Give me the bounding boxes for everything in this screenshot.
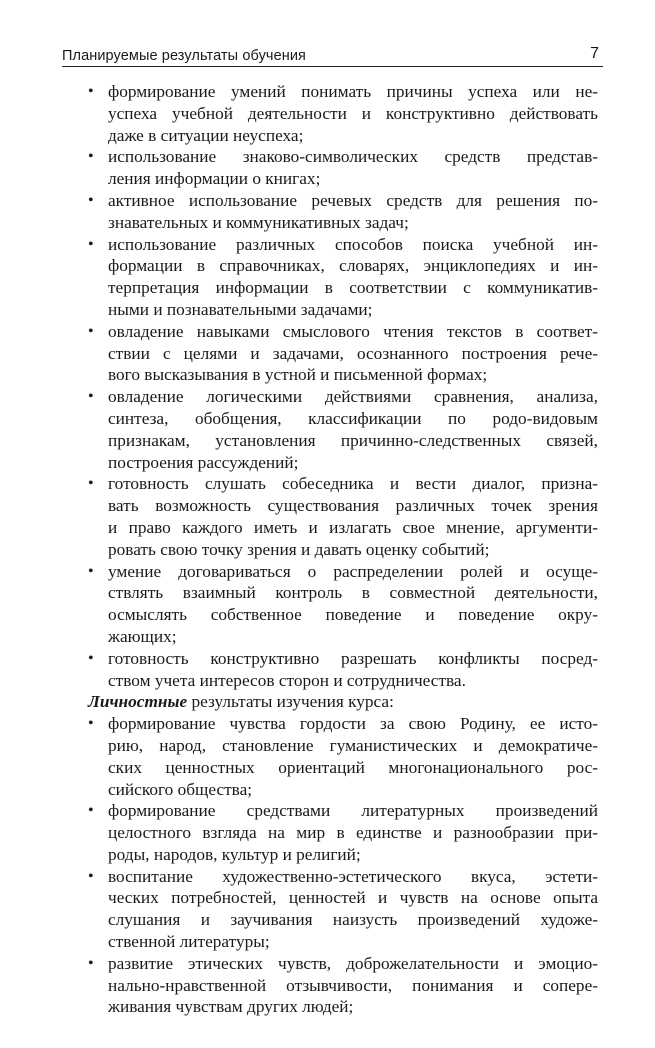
- text-line: формации в справочниках, словарях, энциклопедиях и ин-: [108, 256, 598, 276]
- list-item: [88, 561, 598, 648]
- text-line: • активное использование речевых средств для решения по-: [108, 190, 598, 210]
- personal-results-emphasis: Личностные: [88, 692, 188, 712]
- text-line: ствии с целями и задачами, осознанного построения рече-: [108, 343, 598, 363]
- text-line: вого высказывания в устной и письменной формах;: [108, 365, 488, 385]
- text-line: ления информации о книгах;: [108, 169, 321, 189]
- text-line: • овладение навыками смыслового чтения текстов в соответ-: [108, 321, 598, 341]
- text-line: даже в ситуации неуспеха;: [108, 125, 304, 145]
- text-line: • овладение логическими действиями сравнения, анализа,: [108, 387, 598, 407]
- text-line: синтеза, обобщения, классификации по родо-видовым: [108, 408, 598, 428]
- text-line: нально-нравственной отзывчивости, понимания и сопере-: [108, 975, 598, 995]
- text-line: построения рассуждений;: [108, 452, 299, 472]
- list-item: [88, 648, 598, 692]
- text-line: • использование знаково-символических средств представ-: [108, 147, 598, 167]
- text-line: сийского общества;: [108, 779, 253, 799]
- text-line: и право каждого иметь и излагать свое мнение, аргументи-: [108, 517, 598, 537]
- text-line: жающих;: [108, 626, 177, 646]
- text-line: роды, народов, культур и религий;: [108, 844, 361, 864]
- text-line: • воспитание художественно-эстетического вкуса, эстети-: [108, 866, 598, 886]
- list-item: [88, 321, 598, 386]
- text-line: ческих потребностей, ценностей и чувств на основе опыта: [108, 888, 598, 908]
- list-item: [88, 146, 598, 190]
- list-item: [88, 81, 598, 146]
- text-line: • формирование средствами литературных произведений: [108, 801, 598, 821]
- personal-results-lead: результаты изучения курса:: [187, 692, 394, 712]
- list-item: [88, 386, 598, 473]
- page-body: [88, 81, 598, 1018]
- text-line: • готовность слушать собеседника и вести диалог, призна-: [108, 474, 598, 494]
- text-line: ровать свою точку зрения и давать оценку событий;: [108, 539, 490, 559]
- text-line: ством учета интересов сторон и сотрудничества.: [108, 670, 466, 690]
- text-line: • формирование чувства гордости за свою Родину, ее исто-: [108, 714, 598, 734]
- list-item: [88, 234, 598, 321]
- text-line: • развитие этических чувств, доброжелательности и эмоцио-: [108, 953, 598, 973]
- text-line: • готовность конструктивно разрешать конфликты посред-: [108, 648, 598, 668]
- text-line: целостного взгляда на мир в единстве и разнообразии при-: [108, 823, 598, 843]
- page-header: [62, 44, 603, 67]
- text-line: терпретация информации в соответствии с коммуникатив-: [108, 278, 598, 298]
- personal-results-list: [88, 713, 598, 1018]
- list-item: [88, 190, 598, 234]
- text-line: ских ценностных ориентаций многонационального рос-: [108, 757, 598, 777]
- text-line: ными и познавательными задачами;: [108, 299, 373, 319]
- running-head-title: Планируемые результаты обучения: [62, 48, 306, 64]
- text-line: рию, народ, становление гуманистических и демократиче-: [108, 735, 598, 755]
- text-line: признакам, установления причинно-следственных связей,: [108, 430, 598, 450]
- text-line: слушания и заучивания наизусть произведений художе-: [108, 910, 598, 930]
- text-line: ствлять взаимный контроль в совместной деятельности,: [108, 583, 598, 603]
- list-item: [88, 866, 598, 953]
- list-item: [88, 473, 598, 560]
- list-item: [88, 713, 598, 800]
- list-item: [88, 800, 598, 865]
- text-line: • умение договариваться о распределении ролей и осуще-: [108, 561, 598, 581]
- text-line: ственной литературы;: [108, 932, 270, 952]
- text-line: знавательных и коммуникативных задач;: [108, 212, 409, 232]
- list-item: [88, 953, 598, 1018]
- metasubject-results-list: [88, 81, 598, 691]
- page-number: 7: [590, 45, 599, 62]
- personal-results-heading: [88, 691, 598, 713]
- text-line: • использование различных способов поиска учебной ин-: [108, 234, 598, 254]
- text-line: • формирование умений понимать причины успеха или не-: [108, 82, 598, 101]
- text-line: вать возможность существования различных точек зрения: [108, 496, 598, 516]
- text-line: успеха учебной деятельности и конструктивно действовать: [108, 103, 598, 123]
- text-line: осмыслять собственное поведение и поведение окру-: [108, 605, 598, 625]
- text-line: живания чувствам других людей;: [108, 997, 354, 1017]
